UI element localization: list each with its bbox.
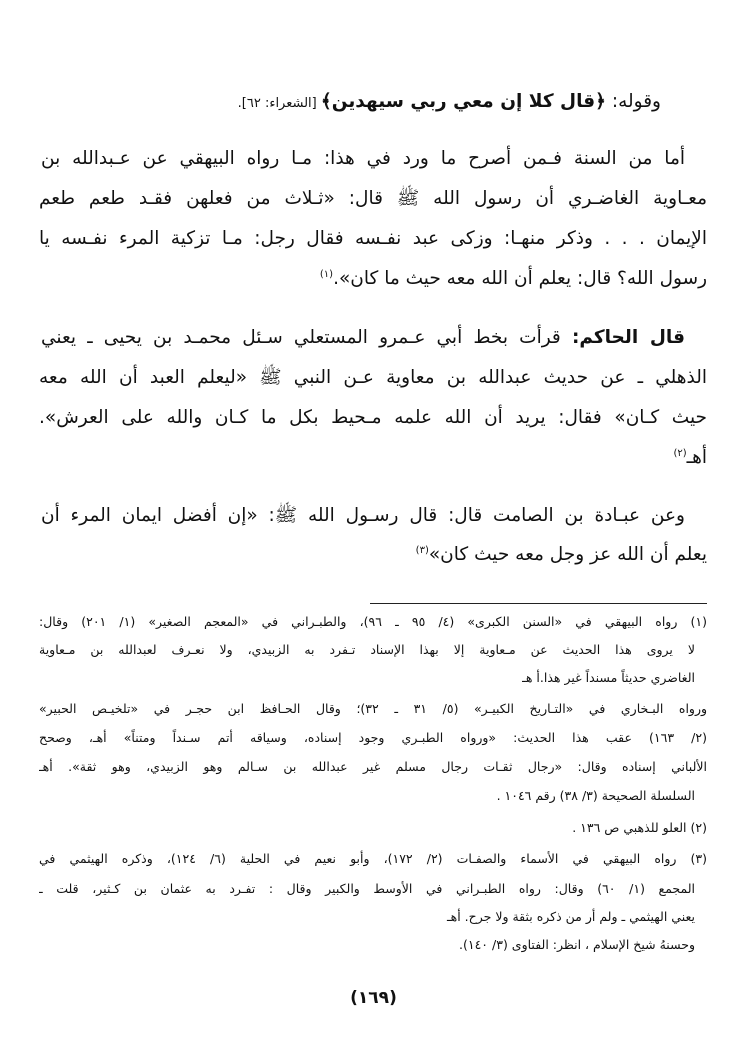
footnote-ref-2: (٢) [673, 447, 687, 459]
intro-line [0, 86, 661, 118]
footnote-2: (٢) العلو للذهبي ص ١٣٦ . [572, 820, 707, 835]
para2-line-4 [39, 442, 707, 474]
footnote-1-line-2: لا يروى هذا الحديث عن مـعاوية إلا بهذا الإسناد تـفرد به الزبيدي، ولا نعـرف لعبدالله بن مـعاوية [39, 642, 695, 657]
footnote-ref-1: (١) [319, 268, 334, 280]
footnote-3-line-4: وحسنهُ شيخ الإسلام ، انظر: الفتاوى (٣/ ١٤٠). [459, 937, 695, 952]
para3-line-2 [39, 539, 707, 571]
intro-prefix: وقوله: [605, 91, 661, 112]
para2-line-4-text: أهـ [686, 447, 707, 468]
para2-line-1-text: قرأت بخط أبي عـمرو المستعلي سـئل محمـد بن يحيى ـ يعني [41, 327, 572, 348]
para2-line-1 [41, 322, 685, 354]
para2-lead: قال الحاكم: [571, 327, 685, 348]
para1-line-2: معـاوية الغاضـري أن رسول الله ﷺ قال: «ثـلاث من فعلهن فقـد طعم طعم [39, 188, 707, 209]
page-number: (١٦٩) [350, 988, 397, 1008]
para1-line-3: الإيمان . . . وذكر منهـا: وزكى عبد نفـسه فقال رجل: مـا تزكية المرء نفـسه يا [39, 228, 707, 249]
verse-reference: [الشعراء: ٦٢]. [237, 96, 321, 111]
footnote-1-line-7: السلسلة الصحيحة (٣/ ٣٨) رقم ١٠٤٦ . [496, 788, 695, 803]
footnote-1-line-1: (١) رواه البيهقي في «السنن الكبرى» (٤/ ٩٥ ـ ٩٦)، والطبـراني في «المعجم الصغير» (١/ ٢٠١) وقال: [39, 614, 707, 629]
para2-line-3: حيث كـان» فقال: يريد أن الله علمه مـحيط بكل ما كـان والله على العرش». [39, 407, 707, 428]
footnote-1-line-6: الألباني إسناده وقال: «رجال ثقـات رجال مسلم غير عبدالله بن سـالم وهو الزبيدي، وهو ثقة». أهـ [39, 759, 707, 774]
footnote-3-line-2: المجمع (١/ ٦٠) وقال: رواه الطبـراني في الأوسط والكبير وقال : تفـرد به عثمان بن كـثير، قلت ـ [39, 881, 695, 896]
para3-line-1: وعن عبـادة بن الصامت قال: قال رسـول الله ﷺ: «إن أفضل ايمان المرء أن [41, 505, 685, 526]
footnote-1-line-3: الغاضري حديثاً مسنداً غير هذا.أ هـ [522, 670, 695, 685]
para1-line-4 [39, 263, 707, 295]
para1-line-1: أما من السنة فـمن أصرح ما ورد في هذا: مـا رواه البيهقي عن عـبدالله بن [41, 148, 685, 169]
para3-line-2-text: يعلم أن الله عز وجل معه حيث كان» [428, 544, 707, 565]
footnote-divider [370, 603, 707, 604]
para1-line-4-text: رسول الله؟ قال: يعلم أن الله معه حيث ما كان». [333, 268, 707, 289]
footnote-3-line-3: يعني الهيثمي ـ ولم أر من ذكره بثقة ولا جرح. أهـ [446, 909, 695, 924]
quran-verse: ﴿قال كلا إن معي ربي سيهدين﴾ [320, 91, 606, 112]
footnote-1-line-5: (٢/ ١٦٣) عقب هذا الحديث: «ورواه الطبـري وجود إسناده، وسياقه أتم سـنداً ومتناً» أهـ، وصحح [39, 730, 707, 745]
footnote-3-line-1: (٣) رواه البيهقي في الأسماء والصفـات (٢/ ١٧٢)، وأبو نعيم في الحلية (٦/ ١٢٤)، وذكره الهيثمي في [39, 851, 707, 866]
footnote-ref-3: (٣) [415, 544, 429, 556]
footnote-1-line-4: ورواه البـخاري في «التـاريخ الكبيـر» (٥/ ٣١ ـ ٣٢)؛ وقال الحـافظ ابن حجـر في «تلخيـص الحبير» [39, 701, 707, 716]
para2-line-2: الذهلي ـ عن حديث عبدالله بن معاوية عـن النبي ﷺ «ليعلم العبد أن الله معه [39, 367, 707, 388]
